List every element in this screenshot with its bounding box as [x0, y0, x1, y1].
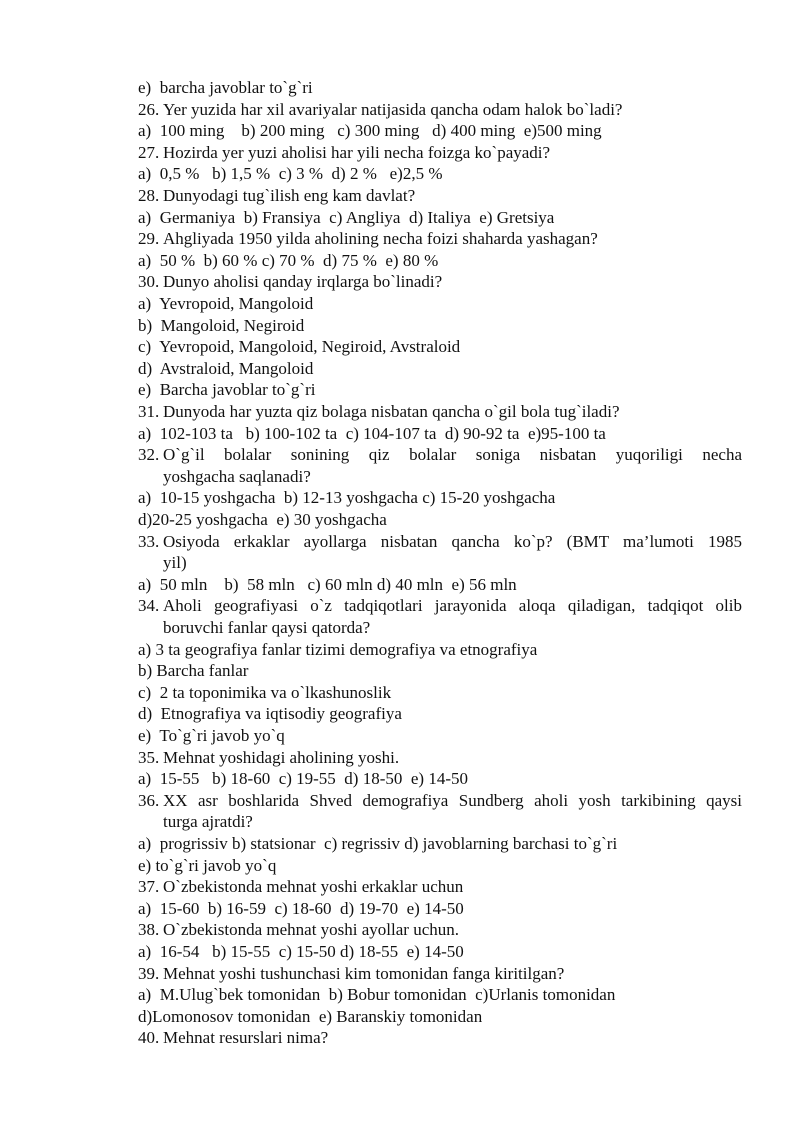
- question-number: 40.: [138, 1028, 160, 1048]
- answer-text: e) barcha javoblar to`g`ri: [138, 78, 313, 97]
- question-number: 33.: [138, 531, 160, 551]
- question-number: 38.: [138, 920, 160, 940]
- answer-text: a) 50 % b) 60 % c) 70 % d) 75 % e) 80 %: [138, 250, 439, 270]
- question-text: Dunyo aholisi qanday irqlarga bo`linadi?: [163, 272, 443, 292]
- question-text: Hozirda yer yuzi aholisi har yili necha foizga ko`payadi?: [163, 142, 551, 162]
- answer-text: e) To`g`ri javob yo`q: [138, 726, 285, 745]
- answer-text: d)20-25 yoshgacha e) 30 yoshgacha: [138, 510, 387, 529]
- question-text: Ahgliyada 1950 yilda aholining necha foizi shaharda yashagan?: [163, 229, 598, 249]
- question-number: 35.: [138, 747, 160, 767]
- answer-text: c) 2 ta toponimika va o`lkashunoslik: [138, 682, 392, 702]
- question-text: yoshgacha saqlanadi?: [163, 466, 311, 486]
- answer-text: b) Mangoloid, Negiroid: [138, 315, 305, 335]
- answer-text: a) M.Ulug`bek tomonidan b) Bobur tomonidan c)Urlanis tomonidan: [138, 985, 616, 1005]
- question-number: 27.: [138, 142, 160, 162]
- answer-text: b) Barcha fanlar: [138, 661, 249, 681]
- question-number: 34.: [138, 596, 160, 616]
- question-text: Mehnat yoshi tushunchasi kim tomonidan fanga kiritilgan?: [163, 963, 565, 983]
- question-text: O`g`il bolalar sonining qiz bolalar soniga nisbatan yuqoriligi necha: [163, 445, 742, 465]
- question-number: 36.: [138, 790, 160, 810]
- answer-text: a) 100 ming b) 200 ming c) 300 ming d) 400 ming e)500 ming: [138, 121, 602, 141]
- question-number: 30.: [138, 272, 160, 292]
- answer-text: a) 10-15 yoshgacha b) 12-13 yoshgacha c) 15-20 yoshgacha: [138, 488, 556, 508]
- question-number: 28.: [138, 186, 160, 205]
- answer-text: e) to`g`ri javob yo`q: [138, 855, 277, 875]
- question-text: Yer yuzida har xil avariyalar natijasida qancha odam halok bo`ladi?: [163, 99, 623, 119]
- question-number: 31.: [138, 402, 160, 421]
- answer-text: e) Barcha javoblar to`g`ri: [138, 380, 316, 400]
- question-number: 26.: [138, 99, 160, 119]
- question-text: Osiyoda erkaklar ayollarga nisbatan qancha ko`p? (BMT ma’lumoti 1985: [163, 531, 742, 551]
- question-number: 32.: [138, 445, 160, 465]
- answer-text: a) 3 ta geografiya fanlar tizimi demografiya va etnografiya: [138, 639, 538, 659]
- answer-text: a) Yevropoid, Mangoloid: [138, 294, 314, 313]
- question-number: 39.: [138, 963, 160, 983]
- question-text: O`zbekistonda mehnat yoshi ayollar uchun.: [163, 920, 460, 940]
- question-text: boruvchi fanlar qaysi qatorda?: [163, 618, 371, 637]
- question-text: XX asr boshlarida Shved demografiya Sundberg aholi yosh tarkibining qaysi: [163, 790, 742, 810]
- answer-text: a) Germaniya b) Fransiya c) Angliya d) Italiya e) Gretsiya: [138, 207, 555, 227]
- answer-text: c) Yevropoid, Mangoloid, Negiroid, Avstraloid: [138, 337, 461, 357]
- question-number: 37.: [138, 877, 160, 897]
- question-number: 29.: [138, 229, 160, 249]
- question-text: Mehnat resurslari nima?: [163, 1028, 329, 1048]
- question-text: yil): [163, 553, 187, 573]
- question-text: Dunyoda har yuzta qiz bolaga nisbatan qancha o`gil bola tug`iladi?: [163, 402, 620, 421]
- answer-text: d) Etnografiya va iqtisodiy geografiya: [138, 704, 402, 724]
- answer-text: a) 15-55 b) 18-60 c) 19-55 d) 18-50 e) 14-50: [138, 769, 468, 789]
- answer-text: a) 16-54 b) 15-55 c) 15-50 d) 18-55 e) 14-50: [138, 942, 464, 961]
- answer-text: d)Lomonosov tomonidan e) Baranskiy tomonidan: [138, 1006, 483, 1026]
- answer-text: d) Avstraloid, Mangoloid: [138, 358, 314, 378]
- answer-text: a) 15-60 b) 16-59 c) 18-60 d) 19-70 e) 14-50: [138, 898, 464, 918]
- answer-text: a) 102-103 ta b) 100-102 ta c) 104-107 ta d) 90-92 ta e)95-100 ta: [138, 423, 606, 443]
- question-text: Dunyodagi tug`ilish eng kam davlat?: [163, 186, 416, 205]
- answer-text: a) progrissiv b) statsionar c) regrissiv d) javoblarning barchasi to`g`ri: [138, 834, 618, 853]
- question-text: Mehnat yoshidagi aholining yoshi.: [163, 747, 400, 767]
- answer-text: a) 50 mln b) 58 mln c) 60 mln d) 40 mln e) 56 mln: [138, 574, 517, 594]
- question-text: O`zbekistonda mehnat yoshi erkaklar uchun: [163, 877, 464, 897]
- question-text: turga ajratdi?: [163, 812, 253, 832]
- question-text: Aholi geografiyasi o`z tadqiqotlari jarayonida aloqa qiladigan, tadqiqot olib: [163, 596, 742, 616]
- answer-text: a) 0,5 % b) 1,5 % c) 3 % d) 2 % e)2,5 %: [138, 164, 443, 184]
